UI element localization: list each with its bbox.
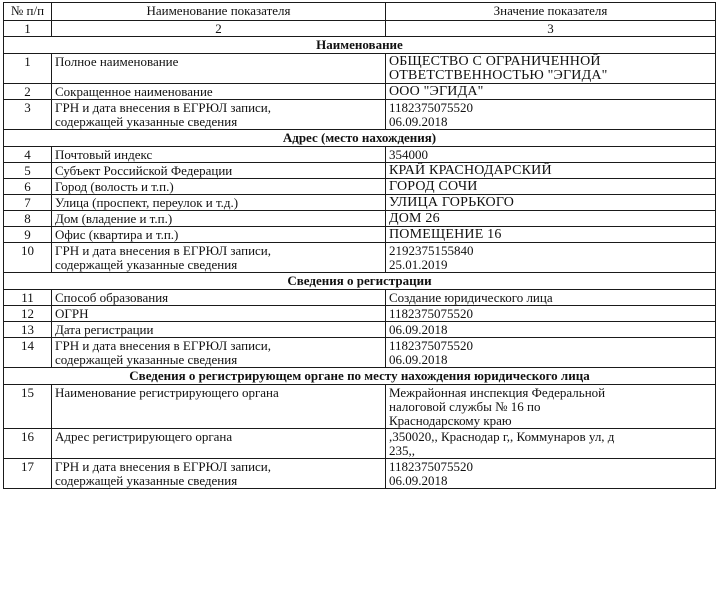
row-number: 9 xyxy=(4,227,52,243)
table-row xyxy=(4,54,716,84)
section-heading-row xyxy=(4,273,716,290)
indicator-value-cell xyxy=(386,322,716,338)
indicator-value-cell xyxy=(386,147,716,163)
row-number: 5 xyxy=(4,163,52,179)
row-number: 1 xyxy=(4,54,52,84)
table-row xyxy=(4,243,716,273)
indicator-name-cell xyxy=(52,290,386,306)
indicator-name-cell xyxy=(52,243,386,273)
indicator-value: 235,, xyxy=(389,443,415,458)
section-title: Сведения о регистрации xyxy=(4,273,716,290)
indicator-name: Наименование регистрирующего органа xyxy=(55,385,279,400)
row-number: 8 xyxy=(4,211,52,227)
indicator-value: 25.01.2019 xyxy=(389,257,448,272)
table-row xyxy=(4,227,716,243)
table-row xyxy=(4,179,716,195)
indicator-value: 1182375075520 xyxy=(389,338,474,353)
indicator-name-cell xyxy=(52,179,386,195)
indicator-value-cell xyxy=(386,179,716,195)
indicator-name-cell xyxy=(52,147,386,163)
indicator-value: ДОМ 26 xyxy=(389,211,440,226)
indicator-name: Способ образования xyxy=(55,290,169,305)
table-row xyxy=(4,290,716,306)
table-row xyxy=(4,429,716,459)
indicator-value: 1182375075520 xyxy=(389,306,474,321)
table-row xyxy=(4,338,716,368)
indicator-name: Полное наименование xyxy=(55,54,179,69)
indicator-name-cell xyxy=(52,429,386,459)
indicator-name: Почтовый индекс xyxy=(55,147,153,162)
indicator-value-cell xyxy=(386,227,716,243)
row-number: 2 xyxy=(4,84,52,100)
indicator-value: Межрайонная инспекция Федеральной xyxy=(389,385,606,400)
indicator-value-cell xyxy=(386,100,716,130)
row-number: 11 xyxy=(4,290,52,306)
indicator-value: 1182375075520 xyxy=(389,459,474,474)
indicator-value: Краснодарскому краю xyxy=(389,413,512,428)
indicator-value-cell xyxy=(386,385,716,429)
indicator-name: ОГРН xyxy=(55,306,89,321)
row-number: 6 xyxy=(4,179,52,195)
table-row xyxy=(4,211,716,227)
row-number: 4 xyxy=(4,147,52,163)
indicator-name: Адрес регистрирующего органа xyxy=(55,429,233,444)
row-number: 7 xyxy=(4,195,52,211)
indicator-name-cell xyxy=(52,459,386,489)
indicator-value-cell xyxy=(386,195,716,211)
row-number: 16 xyxy=(4,429,52,459)
table-row xyxy=(4,306,716,322)
indicator-value: УЛИЦА ГОРЬКОГО xyxy=(389,195,515,210)
indicator-value-cell xyxy=(386,306,716,322)
indicator-name: содержащей указанные сведения xyxy=(55,257,238,272)
indicator-name: ГРН и дата внесения в ЕГРЮЛ записи, xyxy=(55,100,272,115)
indicator-name-cell xyxy=(52,322,386,338)
indicator-name-cell xyxy=(52,84,386,100)
indicator-value-cell xyxy=(386,338,716,368)
section-heading-row xyxy=(4,368,716,385)
indicator-value-cell xyxy=(386,459,716,489)
indicator-name-cell xyxy=(52,195,386,211)
table-row xyxy=(4,100,716,130)
row-number: 13 xyxy=(4,322,52,338)
table-row xyxy=(4,322,716,338)
indicator-value: Создание юридического лица xyxy=(389,290,553,305)
section-title: Адрес (место нахождения) xyxy=(4,130,716,147)
indicator-value: ГОРОД СОЧИ xyxy=(389,179,478,194)
indicator-value: 06.09.2018 xyxy=(389,322,448,337)
row-number: 17 xyxy=(4,459,52,489)
table-row xyxy=(4,385,716,429)
section-heading-row xyxy=(4,130,716,147)
column-number-row xyxy=(4,21,716,37)
row-number: 14 xyxy=(4,338,52,368)
row-number: 3 xyxy=(4,100,52,130)
table-header-row xyxy=(4,3,716,21)
indicator-value-cell xyxy=(386,163,716,179)
indicator-value-cell xyxy=(386,429,716,459)
section-title: Наименование xyxy=(4,37,716,54)
indicator-name: Улица (проспект, переулок и т.д.) xyxy=(55,195,239,210)
header-num: № п/п xyxy=(4,3,52,21)
header-name: Наименование показателя xyxy=(52,3,386,21)
indicator-value-cell xyxy=(386,211,716,227)
row-number: 10 xyxy=(4,243,52,273)
row-number: 15 xyxy=(4,385,52,429)
column-number-2: 2 xyxy=(52,21,386,37)
indicator-value: ООО "ЭГИДА" xyxy=(389,84,484,99)
indicator-name-cell xyxy=(52,54,386,84)
indicator-value-cell xyxy=(386,54,716,84)
egrul-extract-table xyxy=(3,2,716,489)
indicator-name: ГРН и дата внесения в ЕГРЮЛ записи, xyxy=(55,459,272,474)
indicator-name: содержащей указанные сведения xyxy=(55,352,238,367)
indicator-value: налоговой службы № 16 по xyxy=(389,399,541,414)
indicator-value: ,350020,, Краснодар г,, Коммунаров ул, д xyxy=(389,429,615,444)
indicator-value: 06.09.2018 xyxy=(389,352,448,367)
table-row xyxy=(4,195,716,211)
indicator-value: 1182375075520 xyxy=(389,100,474,115)
indicator-name: Офис (квартира и т.п.) xyxy=(55,227,179,242)
column-number-3: 3 xyxy=(386,21,716,37)
header-value: Значение показателя xyxy=(386,3,716,21)
indicator-value: 354000 xyxy=(389,147,428,162)
indicator-value-cell xyxy=(386,84,716,100)
indicator-name-cell xyxy=(52,385,386,429)
table-row xyxy=(4,163,716,179)
indicator-name: ГРН и дата внесения в ЕГРЮЛ записи, xyxy=(55,243,272,258)
indicator-value: 06.09.2018 xyxy=(389,114,448,129)
indicator-name-cell xyxy=(52,211,386,227)
indicator-name: Дата регистрации xyxy=(55,322,154,337)
indicator-name: содержащей указанные сведения xyxy=(55,114,238,129)
indicator-value: ПОМЕЩЕНИЕ 16 xyxy=(389,227,502,242)
indicator-name-cell xyxy=(52,163,386,179)
indicator-name: ГРН и дата внесения в ЕГРЮЛ записи, xyxy=(55,338,272,353)
indicator-name: Дом (владение и т.п.) xyxy=(55,211,173,226)
section-title: Сведения о регистрирующем органе по месту нахождения юридического лица xyxy=(4,368,716,385)
indicator-name: содержащей указанные сведения xyxy=(55,473,238,488)
indicator-value: ОТВЕТСТВЕННОСТЬЮ "ЭГИДА" xyxy=(389,68,608,83)
row-number: 12 xyxy=(4,306,52,322)
indicator-value-cell xyxy=(386,290,716,306)
indicator-value: 06.09.2018 xyxy=(389,473,448,488)
table-row xyxy=(4,84,716,100)
indicator-name: Сокращенное наименование xyxy=(55,84,213,99)
table-row xyxy=(4,147,716,163)
indicator-value-cell xyxy=(386,243,716,273)
indicator-value: 2192375155840 xyxy=(389,243,474,258)
indicator-name: Город (волость и т.п.) xyxy=(55,179,174,194)
indicator-value: ОБЩЕСТВО С ОГРАНИЧЕННОЙ xyxy=(389,54,601,69)
column-number-1: 1 xyxy=(4,21,52,37)
table-body xyxy=(4,37,716,489)
indicator-name-cell xyxy=(52,306,386,322)
section-heading-row xyxy=(4,37,716,54)
indicator-name-cell xyxy=(52,100,386,130)
indicator-name: Субъект Российской Федерации xyxy=(55,163,233,178)
indicator-value: КРАЙ КРАСНОДАРСКИЙ xyxy=(389,163,552,178)
indicator-name-cell xyxy=(52,338,386,368)
indicator-name-cell xyxy=(52,227,386,243)
table-row xyxy=(4,459,716,489)
